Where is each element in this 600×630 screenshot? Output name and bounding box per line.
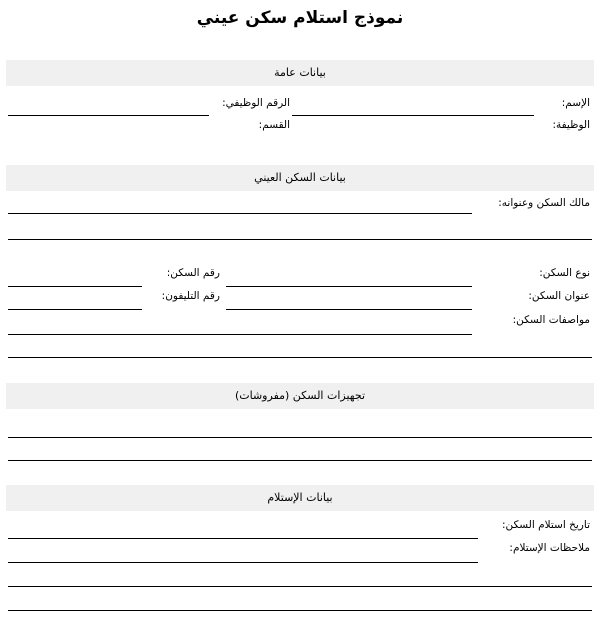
employee-number-label: الرقم الوظيفي: [222,97,290,109]
housing-specs-label: مواصفات السكن: [512,314,590,326]
department-label: القسم: [258,119,290,131]
housing-type-label: نوع السكن: [539,267,590,279]
section-housing-header: بيانات السكن العيني [6,165,594,191]
receipt-notes-field-line-3[interactable] [8,610,592,611]
job-label: الوظيفة: [552,119,590,131]
section-furnishing-header: تجهيزات السكن (مفروشات) [6,383,594,409]
housing-type-field[interactable] [226,286,472,287]
phone-number-label: رقم التليفون: [161,290,220,302]
housing-specs-field[interactable] [8,334,472,335]
receipt-notes-label: ملاحظات الإستلام: [509,542,590,554]
owner-label: مالك السكن وعنوانه: [498,197,590,209]
name-field[interactable] [292,115,534,116]
furnishing-field-line-2[interactable] [8,460,592,461]
housing-number-field[interactable] [8,286,142,287]
owner-field[interactable] [8,213,472,214]
receipt-date-label: تاريخ استلام السكن: [501,519,590,531]
housing-address-label: عنوان السكن: [528,290,590,302]
name-label: الإسم: [561,97,590,109]
section-general-header: بيانات عامة [6,60,594,86]
section-receipt-header: بيانات الإستلام [6,485,594,511]
furnishing-field-line-1[interactable] [8,437,592,438]
housing-address-field[interactable] [226,309,472,310]
receipt-notes-field-line-2[interactable] [8,586,592,587]
form-title: نموذج استلام سكن عيني [196,8,404,28]
housing-number-label: رقم السكن: [166,267,220,279]
receipt-notes-field[interactable] [8,562,478,563]
employee-number-field[interactable] [8,115,209,116]
owner-field-line-2[interactable] [8,239,592,240]
phone-number-field[interactable] [8,309,142,310]
receipt-date-field[interactable] [8,538,478,539]
housing-specs-field-line-2[interactable] [8,357,592,358]
